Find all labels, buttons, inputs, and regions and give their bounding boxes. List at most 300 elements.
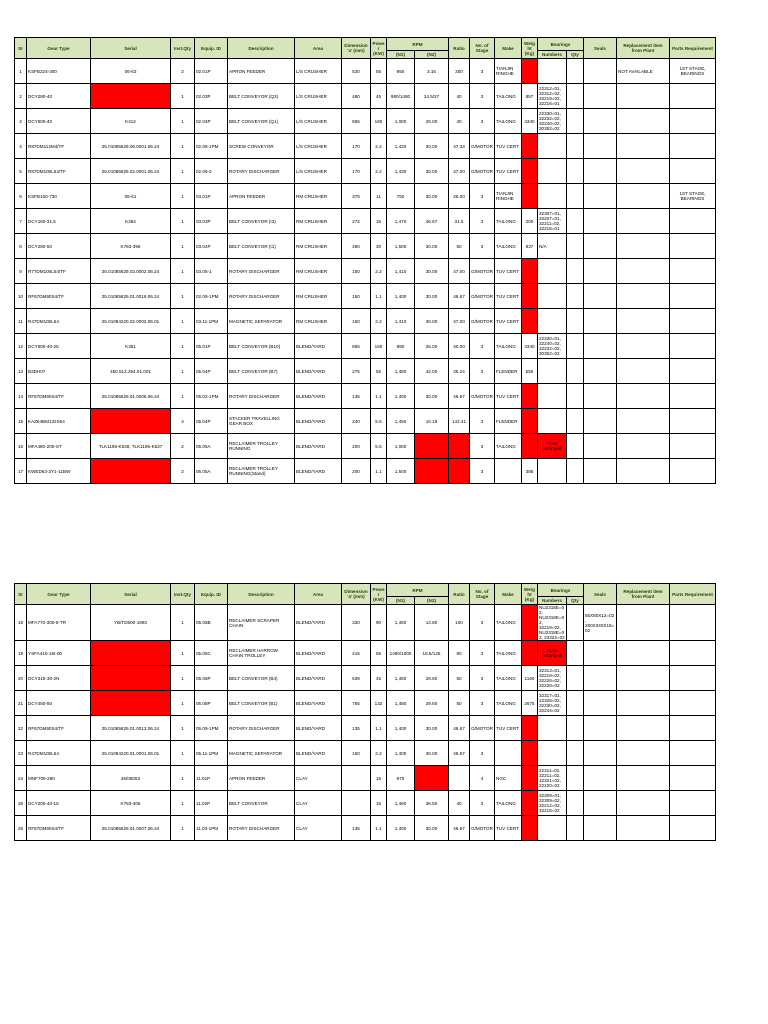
cell-seals — [584, 284, 617, 309]
cell-serial: K354 — [91, 209, 171, 234]
cell-serial: 06-61 — [91, 184, 171, 209]
header-bearing-numbers: Numbers — [538, 51, 567, 59]
cell-area: BLEND/YARD — [295, 434, 342, 459]
cell-ratio: 47.00 — [449, 159, 470, 184]
cell-seals — [584, 384, 617, 409]
cell-rpm-n2: 30.00 — [415, 134, 449, 159]
cell-gear-type: DCY315-30-2N — [27, 666, 91, 691]
cell-power: 5.5 — [371, 434, 387, 459]
cell-make: TUV CERT — [495, 259, 522, 284]
cell-parts: 1ST STAGE, BEARINGS — [670, 59, 716, 84]
cell-ratio: 80 — [449, 641, 470, 666]
cell-rpm-n1: 1,470 — [387, 209, 415, 234]
cell-seals — [584, 691, 617, 716]
header-inst-qty: Inst.Qty — [171, 38, 195, 59]
cell-dimension: 135 — [342, 716, 371, 741]
table-row — [15, 259, 716, 284]
cell-description: BELT CONVEYOR (B1) — [228, 691, 295, 716]
cell-rpm-n1: 1,420 — [387, 134, 415, 159]
cell-gear-type: DCY450-50 — [27, 691, 91, 716]
cell-rpm-n1: 1,000 — [387, 109, 415, 134]
cell-serial: 25.01085829.01.0006.06.24 — [91, 384, 171, 409]
cell-replacement — [617, 459, 670, 484]
cell-inst-qty: 1 — [171, 209, 195, 234]
cell-power: 1.1 — [371, 716, 387, 741]
header-bearing-qty: Qty — [567, 597, 584, 605]
cell-rpm-n2: 30.00 — [415, 159, 449, 184]
cell-parts — [670, 334, 716, 359]
cell-seals — [584, 184, 617, 209]
cell-gear-type: YSFA410-16I-00 — [27, 641, 91, 666]
cell-make: TAILONG — [495, 791, 522, 816]
cell-description: RECLAIMER HARROW CHAIN TROLLEY — [228, 641, 295, 666]
cell-equip-id: 05.02-1PM — [195, 384, 228, 409]
cell-sr: 3 — [15, 109, 27, 134]
cell-sr: 4 — [15, 134, 27, 159]
cell-serial: 25.01085829.01.0013.06.24 — [91, 716, 171, 741]
cell-equip-id: 05.05A — [195, 459, 228, 484]
cell-sr: 5 — [15, 159, 27, 184]
cell-bearing-qty — [567, 134, 584, 159]
cell-rpm-n2: 25.00 — [415, 109, 449, 134]
cell-ratio: 25.00 — [449, 184, 470, 209]
cell-ratio: 40.00 — [449, 334, 470, 359]
cell-make: TAILONG — [495, 209, 522, 234]
cell-rpm-n1: 1,000 — [387, 434, 415, 459]
gearbox-table-2 — [14, 583, 716, 841]
header-description: Description — [228, 38, 295, 59]
cell-description: BELT CONVEYOR (I3) — [228, 209, 295, 234]
cell-stages: 4 — [470, 766, 495, 791]
cell-sr: 19 — [15, 641, 27, 666]
cell-description: MAGNETIC SEPARATOR — [228, 309, 295, 334]
cell-replacement — [617, 716, 670, 741]
cell-bearing-qty — [567, 109, 584, 134]
cell-stages: G/MOTOR — [470, 134, 495, 159]
cell-equip-id: 03.05-1 — [195, 259, 228, 284]
cell-equip-id: 02.04P — [195, 109, 228, 134]
cell-weight — [522, 434, 538, 459]
cell-gear-type: MNF705-280 — [27, 766, 91, 791]
cell-make — [495, 459, 522, 484]
cell-weight: 550 — [522, 359, 538, 384]
header-rpm: RPM — [387, 584, 449, 597]
cell-seals — [584, 766, 617, 791]
cell-power: 45 — [371, 84, 387, 109]
cell-bearing-numbers — [538, 59, 567, 84]
cell-replacement — [617, 766, 670, 791]
cell-power: 15 — [371, 209, 387, 234]
cell-power: 1.1 — [371, 384, 387, 409]
cell-description: APRON FEEDER — [228, 766, 295, 791]
cell-equip-id: 02.06-1PM — [195, 134, 228, 159]
table-row — [15, 666, 716, 691]
cell-bearing-numbers: To be Arranged — [538, 434, 567, 459]
cell-weight — [522, 766, 538, 791]
cell-rpm-n2: 30.00 — [415, 184, 449, 209]
cell-area: BLEND/YARD — [295, 666, 342, 691]
cell-make: NGC — [495, 766, 522, 791]
cell-seals — [584, 109, 617, 134]
cell-bearing-qty — [567, 666, 584, 691]
table-row — [15, 641, 716, 666]
cell-sr: 22 — [15, 716, 27, 741]
cell-sr: 6 — [15, 184, 27, 209]
cell-ratio: 47.00 — [449, 259, 470, 284]
header-rpm-n1: (N1) — [387, 597, 415, 605]
cell-stages: 3 — [470, 59, 495, 84]
cell-equip-id: 05.08P — [195, 691, 228, 716]
cell-inst-qty: 1 — [171, 691, 195, 716]
cell-serial — [91, 691, 171, 716]
cell-replacement — [617, 284, 670, 309]
cell-rpm-n2: 14.80 — [415, 605, 449, 641]
cell-rpm-n1: 1,500 — [387, 234, 415, 259]
cell-sr: 16 — [15, 434, 27, 459]
cell-parts — [670, 459, 716, 484]
cell-power: 5.5 — [371, 409, 387, 434]
cell-dimension: 765 — [342, 691, 371, 716]
cell-seals — [584, 816, 617, 841]
cell-rpm-n2: 10.18 — [415, 409, 449, 434]
table-row — [15, 284, 716, 309]
cell-parts — [670, 109, 716, 134]
cell-rpm-n2: 24.5/37 — [415, 84, 449, 109]
table-1-body — [15, 59, 716, 484]
cell-gear-type: DCY280-40 — [27, 84, 91, 109]
cell-inst-qty: 1 — [171, 184, 195, 209]
cell-gear-type: RF67DM90S4/TF — [27, 816, 91, 841]
cell-rpm-n2: 36.50 — [415, 791, 449, 816]
cell-replacement — [617, 791, 670, 816]
cell-description: BELT CONVEYOR (Q3) — [228, 84, 295, 109]
cell-serial: 25.01085829.06.0001.06.24 — [91, 134, 171, 159]
cell-rpm-n2: 18.5/125 — [415, 641, 449, 666]
cell-replacement — [617, 334, 670, 359]
cell-bearing-numbers — [538, 284, 567, 309]
cell-ratio: 47.33 — [449, 134, 470, 159]
cell-seals — [584, 459, 617, 484]
header-equip-id: Equip. ID — [195, 38, 228, 59]
cell-power: 2.2 — [371, 259, 387, 284]
header-bearings: Bearings — [538, 584, 584, 597]
cell-parts — [670, 159, 716, 184]
cell-area: L/S CRUSHER — [295, 159, 342, 184]
cell-stages: 3 — [470, 84, 495, 109]
cell-area: L/S CRUSHER — [295, 134, 342, 159]
cell-ratio — [449, 434, 470, 459]
cell-area: CLAY — [295, 766, 342, 791]
cell-replacement — [617, 434, 670, 459]
cell-description: ROTARY DISCHARGER — [228, 716, 295, 741]
cell-ratio: 50 — [449, 234, 470, 259]
cell-seals — [584, 334, 617, 359]
cell-equip-id: 05.05C — [195, 641, 228, 666]
table-row — [15, 109, 716, 134]
cell-description: RECLAIMER SCRAPER CHAIN — [228, 605, 295, 641]
cell-power: 2.2 — [371, 309, 387, 334]
cell-make — [495, 741, 522, 766]
cell-make: TAILONG — [495, 234, 522, 259]
cell-ratio: 50 — [449, 666, 470, 691]
cell-make: TAILONG — [495, 691, 522, 716]
cell-inst-qty: 1 — [171, 666, 195, 691]
cell-make: TUV CERT — [495, 284, 522, 309]
header-sr: Sr — [15, 584, 27, 605]
cell-rpm-n1: 1,480 — [387, 605, 415, 641]
cell-gear-type: DCY280-50 — [27, 234, 91, 259]
cell-sr: 17 — [15, 459, 27, 484]
cell-rpm-n2: 46.67 — [415, 209, 449, 234]
cell-bearing-qty — [567, 459, 584, 484]
cell-gear-type: KWED63-3Y1-11BW — [27, 459, 91, 484]
cell-ratio: 46.67 — [449, 716, 470, 741]
cell-serial: 25.01084220.02.0002.06.01 — [91, 309, 171, 334]
header-gear-type: Gear Type — [27, 38, 91, 59]
cell-area: L/S CRUSHER — [295, 59, 342, 84]
cell-parts — [670, 605, 716, 641]
cell-inst-qty: 1 — [171, 159, 195, 184]
cell-weight — [522, 741, 538, 766]
cell-rpm-n1: 1,480 — [387, 666, 415, 691]
cell-dimension: 170 — [342, 134, 371, 159]
cell-rpm-n2: 30.00 — [415, 234, 449, 259]
cell-sr: 14 — [15, 384, 27, 409]
cell-replacement — [617, 409, 670, 434]
cell-bearing-numbers: 22311=02, 32211=02, 32321=02, 22220=02 — [538, 766, 567, 791]
cell-area: BLEND/YARD — [295, 641, 342, 666]
table-row — [15, 766, 716, 791]
cell-stages: G/MOTOR — [470, 384, 495, 409]
cell-bearing-numbers — [538, 409, 567, 434]
cell-gear-type: KSFB150-730 — [27, 184, 91, 209]
cell-area: CLAY — [295, 816, 342, 841]
cell-equip-id: 11.02P — [195, 791, 228, 816]
cell-description: BELT CONVEYOR (B4) — [228, 666, 295, 691]
cell-ratio — [449, 766, 470, 791]
cell-weight: 385 — [522, 459, 538, 484]
cell-rpm-n2: 30.00 — [415, 259, 449, 284]
cell-ratio: 46.67 — [449, 284, 470, 309]
cell-dimension: 855 — [342, 109, 371, 134]
cell-power: 90 — [371, 605, 387, 641]
cell-dimension: 480 — [342, 234, 371, 259]
table-row — [15, 184, 716, 209]
cell-make: TAILONG — [495, 334, 522, 359]
cell-description: BELT CONVEYOR (I1) — [228, 234, 295, 259]
cell-parts — [670, 209, 716, 234]
cell-inst-qty: 2 — [171, 434, 195, 459]
cell-gear-type: KAZ64BM132S64 — [27, 409, 91, 434]
cell-replacement — [617, 691, 670, 716]
cell-weight — [522, 791, 538, 816]
cell-parts — [670, 84, 716, 109]
cell-area: BLEND/YARD — [295, 409, 342, 434]
cell-dimension — [342, 791, 371, 816]
cell-serial: YB/TD500-1993 — [91, 605, 171, 641]
cell-weight: 200 — [522, 209, 538, 234]
cell-make: TAILONG — [495, 666, 522, 691]
cell-parts — [670, 766, 716, 791]
cell-description: RECLAIMER TROLLEY RUNNING — [228, 434, 295, 459]
gearbox-table-1 — [14, 37, 716, 484]
cell-rpm-n2: 29.60 — [415, 666, 449, 691]
cell-inst-qty: 1 — [171, 84, 195, 109]
cell-serial: 35/06053 — [91, 766, 171, 791]
cell-parts — [670, 691, 716, 716]
cell-parts — [670, 816, 716, 841]
cell-ratio: 100 — [449, 605, 470, 641]
cell-power: 55 — [371, 59, 387, 84]
cell-description: APRON FEEDER — [228, 59, 295, 84]
cell-inst-qty: 1 — [171, 234, 195, 259]
cell-power: 45 — [371, 666, 387, 691]
cell-rpm-n2: 29.60 — [415, 691, 449, 716]
cell-sr: 7 — [15, 209, 27, 234]
cell-serial: 25.01084220.01.0001.06.01 — [91, 741, 171, 766]
cell-inst-qty: 1 — [171, 384, 195, 409]
cell-weight — [522, 816, 538, 841]
cell-stages: G/MOTOR — [470, 259, 495, 284]
cell-area: RM CRUSHER — [295, 284, 342, 309]
cell-rpm-n1: 1,400 — [387, 384, 415, 409]
table-row — [15, 384, 716, 409]
cell-stages: 3 — [470, 666, 495, 691]
cell-parts: 1ST STAGE, BEARINGS — [670, 184, 716, 209]
cell-bearing-qty — [567, 791, 584, 816]
cell-weight: 1160 — [522, 666, 538, 691]
cell-replacement — [617, 159, 670, 184]
cell-stages: G/MOTOR — [470, 816, 495, 841]
cell-sr: 2 — [15, 84, 27, 109]
header-rpm-n2: (N2) — [415, 51, 449, 59]
cell-gear-type: DCY500-40-25 — [27, 334, 91, 359]
cell-dimension: 150 — [342, 259, 371, 284]
cell-rpm-n2: 30.00 — [415, 309, 449, 334]
table-row — [15, 159, 716, 184]
cell-bearing-qty — [567, 284, 584, 309]
cell-weight — [522, 716, 538, 741]
table-row — [15, 134, 716, 159]
cell-area: CLAY — [295, 791, 342, 816]
cell-bearing-qty — [567, 84, 584, 109]
cell-power: 1.1 — [371, 816, 387, 841]
cell-rpm-n1: 750 — [387, 184, 415, 209]
cell-weight: 857 — [522, 84, 538, 109]
cell-dimension: 275 — [342, 359, 371, 384]
cell-seals — [584, 409, 617, 434]
cell-parts — [670, 284, 716, 309]
table-row — [15, 605, 716, 641]
table-row — [15, 459, 716, 484]
cell-gear-type: RF67DM90S4/TF — [27, 384, 91, 409]
table-row — [15, 234, 716, 259]
cell-stages: 3 — [470, 334, 495, 359]
cell-seals — [584, 309, 617, 334]
cell-ratio: 40 — [449, 109, 470, 134]
cell-sr: 24 — [15, 766, 27, 791]
cell-ratio — [449, 459, 470, 484]
cell-parts — [670, 434, 716, 459]
cell-inst-qty: 1 — [171, 716, 195, 741]
header-gear-type: Gear Type — [27, 584, 91, 605]
cell-replacement — [617, 384, 670, 409]
cell-seals — [584, 259, 617, 284]
header-replacement: Replacement item from Plant — [617, 38, 670, 59]
header-area: Area — [295, 584, 342, 605]
cell-seals — [584, 741, 617, 766]
cell-gear-type: MFA480-200-ST — [27, 434, 91, 459]
cell-seals — [584, 359, 617, 384]
cell-make: TAILONG — [495, 641, 522, 666]
cell-replacement — [617, 309, 670, 334]
cell-stages: G/MOTOR — [470, 159, 495, 184]
cell-bearing-numbers — [538, 716, 567, 741]
cell-sr: 21 — [15, 691, 27, 716]
cell-weight — [522, 159, 538, 184]
cell-stages: 3 — [470, 791, 495, 816]
cell-ratio: 40 — [449, 84, 470, 109]
cell-replacement — [617, 109, 670, 134]
cell-stages: 3 — [470, 691, 495, 716]
cell-gear-type: KSFB224-300 — [27, 59, 91, 84]
header-area: Area — [295, 38, 342, 59]
cell-rpm-n1: 1,400 — [387, 816, 415, 841]
cell-equip-id: 05.01P — [195, 334, 228, 359]
cell-dimension: 375 — [342, 184, 371, 209]
cell-weight — [522, 59, 538, 84]
cell-replacement — [617, 259, 670, 284]
cell-bearing-qty — [567, 359, 584, 384]
cell-gear-type: MFA770-300-8-TR — [27, 605, 91, 641]
cell-seals — [584, 641, 617, 666]
cell-replacement — [617, 359, 670, 384]
cell-serial: K412 — [91, 109, 171, 134]
header-dimension: Dimension 'a' (mm) — [342, 584, 371, 605]
cell-description: APRON FEEDER — [228, 184, 295, 209]
header-seals: Seals — [584, 584, 617, 605]
cell-parts — [670, 309, 716, 334]
cell-area: BLEND/YARD — [295, 605, 342, 641]
cell-sr: 1 — [15, 59, 27, 84]
header-power: Power (KW) — [371, 584, 387, 605]
cell-rpm-n2: 42.00 — [415, 359, 449, 384]
cell-dimension: 539 — [342, 666, 371, 691]
cell-weight — [522, 184, 538, 209]
header-bearings: Bearings — [538, 38, 584, 51]
cell-gear-type: DCY500-40 — [27, 109, 91, 134]
cell-rpm-n2: 25.00 — [415, 334, 449, 359]
cell-inst-qty: 2 — [171, 459, 195, 484]
cell-sr: 12 — [15, 334, 27, 359]
cell-area: RM CRUSHER — [295, 259, 342, 284]
cell-stages: G/MOTOR — [470, 309, 495, 334]
header-rpm: RPM — [387, 38, 449, 51]
cell-ratio: 46.67 — [449, 741, 470, 766]
cell-weight — [522, 641, 538, 666]
cell-seals — [584, 134, 617, 159]
table-row — [15, 434, 716, 459]
header-make: Make — [495, 38, 522, 59]
cell-bearing-qty — [567, 259, 584, 284]
cell-serial: K351 — [91, 334, 171, 359]
cell-ratio: 142.41 — [449, 409, 470, 434]
cell-ratio: 47.00 — [449, 309, 470, 334]
cell-dimension: 150 — [342, 284, 371, 309]
cell-bearing-numbers: NU2318E=02, NU2318E=02, 32219=02, NU2318E=02, 23322=02 — [539, 605, 565, 640]
header-replacement: Replacement item from Plant — [617, 584, 670, 605]
cell-rpm-n2: 30.00 — [415, 816, 449, 841]
